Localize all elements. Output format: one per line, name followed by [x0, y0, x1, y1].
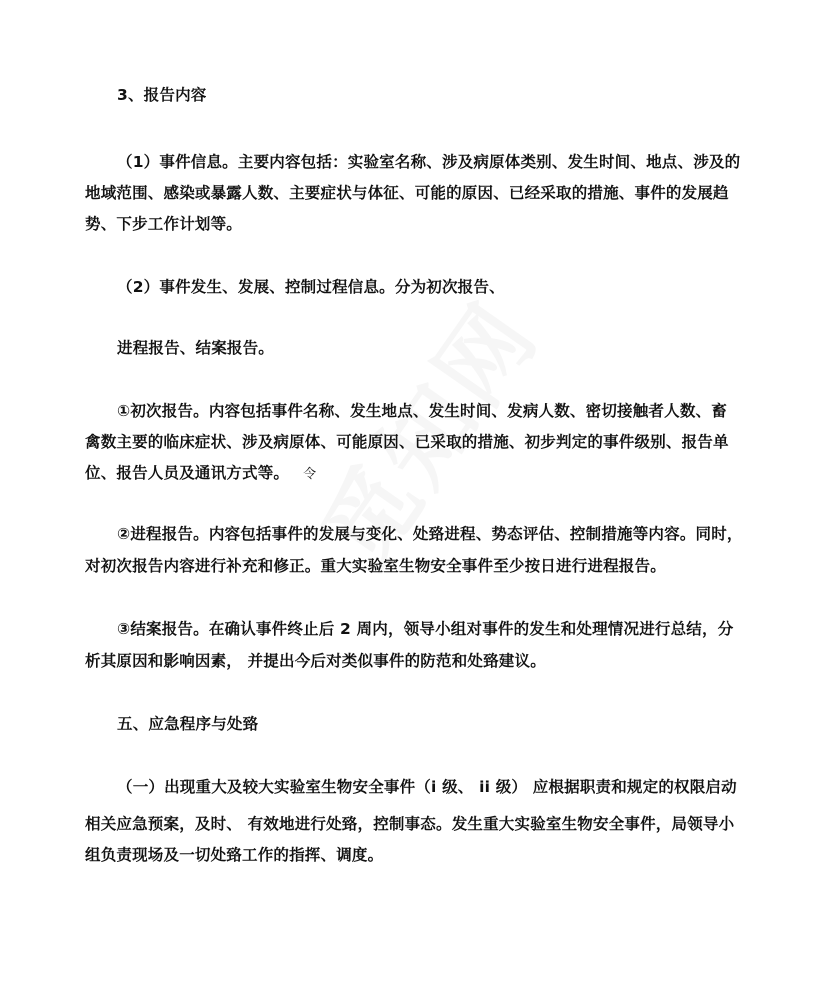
paragraph-emergency-line-1: （一）出现重大及较大实验室生物安全事件（i 级、 ii 级） 应根据职责和规定的权限启动 — [117, 778, 737, 796]
paragraph-emergency-line-3: 组负责现场及一切处臵工作的指挥、调度。 — [85, 846, 384, 864]
paragraph-initial-report-line-2: 禽数主要的临床症状、涉及病原体、可能原因、已采取的措施、初步判定的事件级别、报告单 — [85, 433, 729, 451]
paragraph-closing-report-line-1: ③结案报告。在确认事件终止后 2 周内，领导小组对事件的发生和处理情况进行总结，分 — [117, 620, 734, 638]
stray-mark: 令 — [303, 467, 317, 482]
paragraph-progress-report-line-1: ②进程报告。内容包括事件的发展与变化、处臵进程、势态评估、控制措施等内容。同时， — [117, 525, 743, 543]
paragraph-emergency-line-2: 相关应急预案，及时、 有效地进行处臵，控制事态。发生重大实验室生物安全事件，局领导小 — [85, 815, 735, 833]
heading-emergency-procedure: 五、应急程序与处臵 — [117, 715, 259, 733]
paragraph-initial-report-line-3 — [85, 462, 316, 486]
paragraph-closing-report-line-2: 析其原因和影响因素， 并提出今后对类似事件的防范和处臵建议。 — [85, 652, 546, 670]
paragraph-event-info-line-1: （1）事件信息。主要内容包括：实验室名称、涉及病原体类别、发生时间、地点、涉及的 — [117, 153, 741, 171]
paragraph-initial-report-line-1: ①初次报告。内容包括事件名称、发生地点、发生时间、发病人数、密切接触者人数、畜 — [117, 402, 727, 420]
paragraph-event-info-line-2: 地域范围、感染或暴露人数、主要症状与体征、可能的原因、已经采取的措施、事件的发展趋 — [85, 184, 729, 202]
paragraph-initial-report-text: 位、报告人员及通讯方式等。 — [85, 464, 290, 482]
paragraph-progress-report-line-2: 对初次报告内容进行补充和修正。重大实验室生物安全事件至少按日进行进程报告。 — [85, 557, 666, 575]
paragraph-process-info-line-1: （2）事件发生、发展、控制过程信息。分为初次报告、 — [117, 278, 505, 296]
paragraph-process-info-line-2: 进程报告、结案报告。 — [117, 339, 275, 357]
heading-report-content: 3、报告内容 — [117, 86, 207, 104]
paragraph-event-info-line-3: 势、下步工作计划等。 — [85, 215, 243, 233]
